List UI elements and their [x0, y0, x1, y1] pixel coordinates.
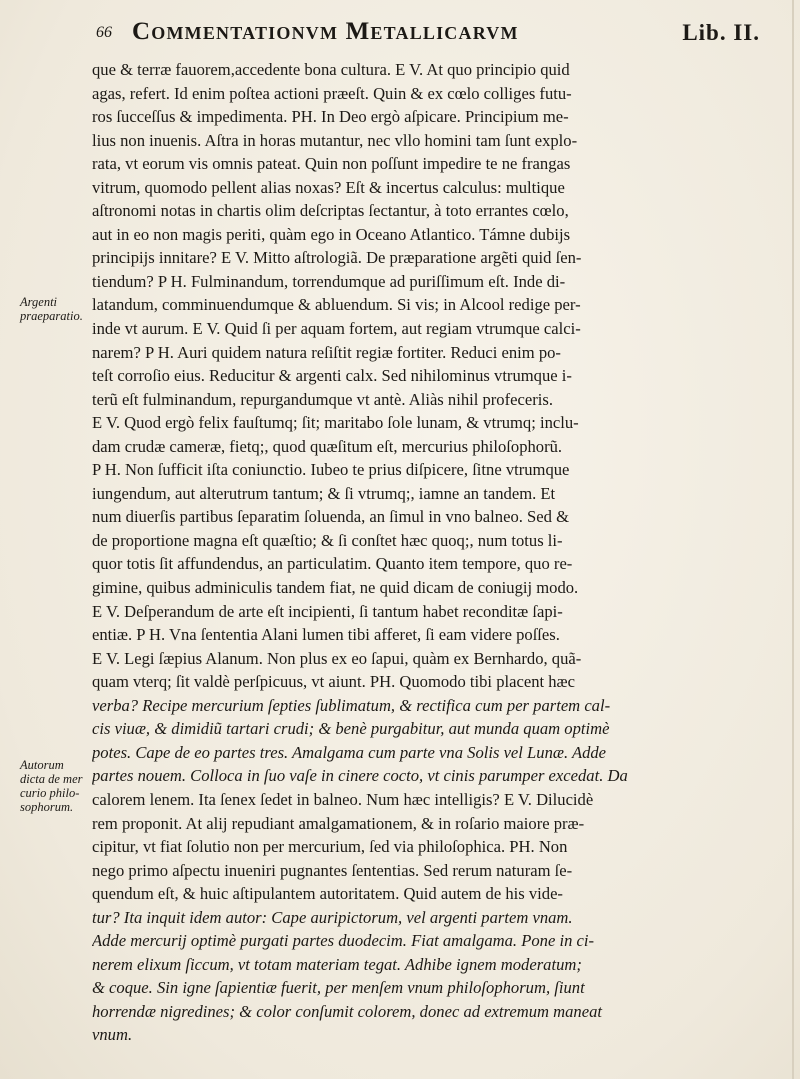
text-line: rem proponit. At alij repudiant amalgamationem, & in roſario maiore præ- [92, 813, 585, 833]
text-line: inde vt aurum. E V. Quid ſi per aquam fortem, aut regiam vtrumque calci- [92, 319, 581, 339]
text-line: quendum eſt, & huic aſtipulantem autoritatem. Quid autem de his vide- [92, 884, 563, 904]
text-line: tur? Ita inquit idem autor: Cape auripictorum, vel argenti partem vnam. [92, 907, 573, 927]
margin-note-argenti [20, 295, 94, 323]
text-line: potes. Cape de eo partes tres. Amalgama cum parte vna Solis vel Lunæ. Adde [92, 742, 607, 762]
text-line: gimine, quibus adminiculis tandem fiat, ne quid dicam de coniugij modo. [92, 578, 579, 598]
text-line: teſt corroſio eius. Reducitur & argenti calx. Sed nihilominus vtrumque i- [92, 366, 572, 386]
text-line: vitrum, quomodo pellent alias noxas? Eſt & incertus calculus: multique [92, 177, 565, 197]
margin-note-line: dicta de mer [20, 772, 83, 786]
text-line: horrendæ nigredines; & color conſumit colorem, donec ad extremum maneat [92, 1001, 603, 1021]
text-line: latandum, comminuendumque & abluendum. Si vis; in Alcool redige per- [92, 295, 581, 315]
text-line: aut in eo non magis periti, quàm ego in Oceano Atlantico. Támne dubijs [92, 224, 571, 244]
main-text [92, 58, 768, 1047]
book-number: Lib. II. [682, 20, 760, 45]
text-line: E V. Quod ergò felix fauſtumq; ſit; maritabo ſole lunam, & vtrumq; inclu- [92, 413, 579, 433]
text-line: narem? P H. Auri quidem natura reſiſtit regiæ fortiter. Reduci enim po- [92, 342, 561, 362]
text-line: nego primo aſpectu inueniri pugnantes ſententias. Sed rerum naturam ſe- [92, 860, 573, 880]
text-line: lius non inuenis. Aſtra in horas mutantur, nec vllo homini tam ſunt explo- [92, 130, 578, 150]
text-line: quor totis ſit affundendus, an particulatim. Quanto item tempore, quo re- [92, 554, 573, 574]
margin-note-line: curio philo- [20, 786, 80, 800]
running-head: Commentationvm Metallicarvm [132, 18, 519, 45]
margin-note-line: Argenti [20, 295, 58, 309]
text-line: cis viuæ, & dimidiũ tartari crudi; & benè purgabitur, aut munda quam optimè [92, 719, 610, 739]
text-line: cipitur, vt fiat ſolutio non per mercurium, ſed via philoſophica. PH. Non [92, 837, 568, 857]
text-line: principijs innitare? E V. Mitto aſtrologiã. De præparatione argẽti quid ſen- [92, 248, 582, 268]
text-line: tiendum? P H. Fulminandum, torrendumque ad puriſſimum eſt. Inde di- [92, 271, 566, 291]
text-line: calorem lenem. Ita ſenex ſedet in balneo. Num hæc intelligis? E V. Dilucidè [92, 789, 594, 809]
text-line: aſtronomi notas in chartis olim deſcriptas ſectantur, à toto errantes cœlo, [92, 201, 569, 221]
text-line: de proportione magna eſt quæſtio; & ſi conſtet hæc quoq;, num totus li- [92, 530, 563, 550]
text-line: agas, refert. Id enim poſtea actioni præeſt. Quin & ex cœlo colliges futu- [92, 83, 572, 103]
text-line: E V. Legi ſæpius Alanum. Non plus ex eo ſapui, quàm ex Bernhardo, quã- [92, 648, 582, 668]
text-line: rata, vt eorum vis omnis pateat. Quin non poſſunt impedire te ne frangas [92, 154, 571, 174]
text-line: vnum. [92, 1025, 133, 1045]
text-line: quam vterq; ſit valdè perſpicuus, vt aiunt. PH. Quomodo tibi placent hæc [92, 672, 575, 692]
text-line: P H. Non ſufficit iſta coniunctio. Iubeo te prius diſpicere, ſitne vtrumque [92, 460, 570, 480]
text-line: entiæ. P H. Vna ſententia Alani lumen tibi afferet, ſi eam videre poſſes. [92, 625, 560, 645]
text-line: & coque. Sin igne ſapientiæ fuerit, per menſem vnum philoſophorum, ſiunt [92, 978, 585, 998]
margin-note-autorum [20, 758, 94, 814]
text-line: dam crudæ cameræ, fietq;, quod quæſitum eſt, mercurius philoſophorũ. [92, 436, 563, 456]
text-line: verba? Recipe mercurium ſepties ſublimatum, & rectifica cum per partem cal- [92, 695, 611, 715]
text-line: nerem elixum ſiccum, vt totam materiam tegat. Adhibe ignem moderatum; [92, 954, 582, 974]
text-line: iungendum, aut alterutrum tantum; & ſi vtrumq;, iamne an tandem. Et [92, 483, 556, 503]
text-line: num diuerſis partibus ſeparatim ſoluenda, an ſimul in vno balneo. Sed & [92, 507, 569, 527]
text-line: que & terræ fauorem,accedente bona cultura. E V. At quo principio quid [92, 60, 570, 79]
margin-note-line: praeparatio. [20, 309, 83, 323]
text-line: Adde mercurij optimè purgati partes duodecim. Fiat amalgama. Pone in ci- [92, 931, 595, 951]
page-edge [792, 0, 794, 1079]
text-line: ros ſucceſſus & impedimenta. PH. In Deo ergò aſpicare. Principium me- [92, 107, 569, 127]
page-number: 66 [96, 24, 112, 41]
page-header [70, 16, 760, 56]
margin-note-line: Autorum [20, 758, 64, 772]
text-line: terũ eſt fulminandum, repurgandumque vt antè. Aliàs nihil profeceris. [92, 389, 553, 409]
margin-note-line: sophorum. [20, 800, 74, 814]
text-line: E V. Deſperandum de arte eſt incipienti, ſi tantum habet reconditæ ſapi- [92, 601, 563, 621]
text-line: partes nouem. Colloca in ſuo vaſe in cinere cocto, vt cinis parumper excedat. Da [92, 766, 628, 786]
